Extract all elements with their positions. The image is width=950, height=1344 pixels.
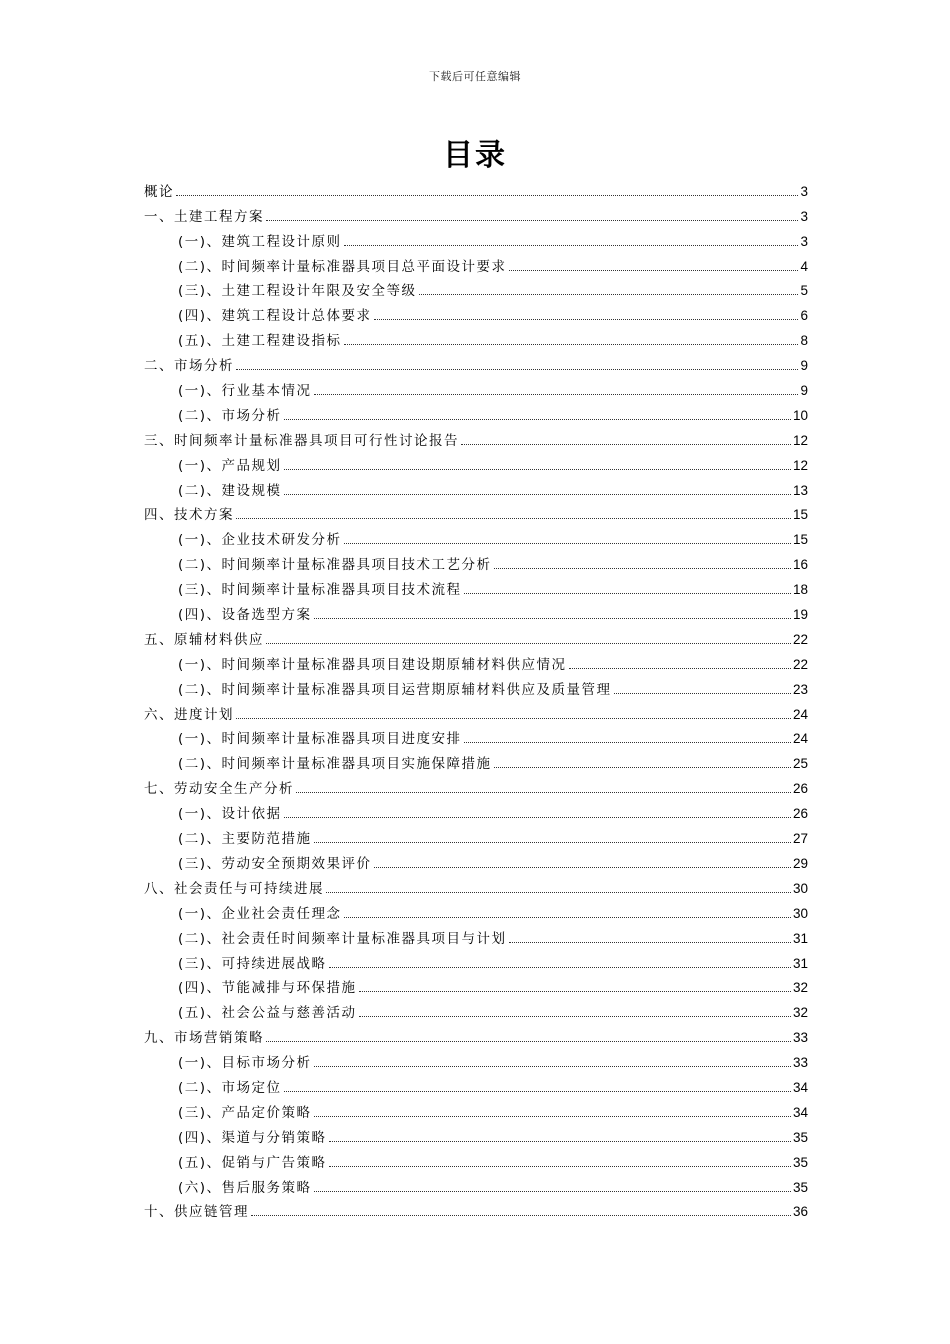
toc-dot-leader <box>236 518 791 519</box>
toc-entry-label: (一)、产品规划 <box>178 457 282 474</box>
toc-entry-section[interactable] <box>144 226 808 251</box>
toc-entry-label: (二)、时间频率计量标准器具项目运营期原辅材料供应及质量管理 <box>178 681 612 698</box>
toc-entry-label: (一)、行业基本情况 <box>178 383 312 400</box>
toc-dot-leader <box>314 1066 791 1067</box>
toc-entry-label: (二)、建设规模 <box>178 482 282 499</box>
toc-dot-leader <box>494 568 791 569</box>
toc-entry-section[interactable] <box>144 997 808 1022</box>
toc-entry-label: 三、时间频率计量标准器具项目可行性讨论报告 <box>144 432 459 449</box>
toc-page-number: 35 <box>792 1154 808 1170</box>
toc-entry-chapter[interactable] <box>144 350 808 375</box>
toc-dot-leader <box>236 369 798 370</box>
toc-dot-leader <box>509 270 799 271</box>
toc-entry-section[interactable] <box>144 300 808 325</box>
toc-entry-label: (二)、社会责任时间频率计量标准器具项目与计划 <box>178 930 507 947</box>
toc-dot-leader <box>569 668 791 669</box>
toc-entry-label: (二)、时间频率计量标准器具项目技术工艺分析 <box>178 557 492 574</box>
toc-entry-label: (四)、渠道与分销策略 <box>178 1129 327 1146</box>
toc-page-number: 24 <box>792 706 808 722</box>
toc-dot-leader <box>284 817 791 818</box>
toc-page-number: 3 <box>800 233 808 249</box>
toc-page-number: 6 <box>800 308 808 324</box>
toc-entry-label: (一)、企业技术研发分析 <box>178 532 342 549</box>
toc-entry-section[interactable] <box>144 574 808 599</box>
toc-entry-chapter[interactable] <box>144 500 808 525</box>
toc-entry-chapter[interactable] <box>144 201 808 226</box>
toc-page-number: 10 <box>792 407 808 423</box>
toc-entry-section[interactable] <box>144 1172 808 1197</box>
toc-entry-section[interactable] <box>144 973 808 998</box>
toc-dot-leader <box>329 967 791 968</box>
toc-dot-leader <box>494 767 791 768</box>
toc-dot-leader <box>314 618 791 619</box>
toc-dot-leader <box>359 1016 791 1017</box>
toc-dot-leader <box>251 1215 791 1216</box>
toc-page-number: 18 <box>792 582 808 598</box>
toc-entry-label: (一)、目标市场分析 <box>178 1055 312 1072</box>
toc-dot-leader <box>314 1191 791 1192</box>
toc-entry-section[interactable] <box>144 276 808 301</box>
toc-page-number: 35 <box>792 1179 808 1195</box>
toc-page-number: 8 <box>800 333 808 349</box>
toc-entry-label: (四)、设备选型方案 <box>178 607 312 624</box>
toc-entry-label: 七、劳动安全生产分析 <box>144 781 294 798</box>
toc-entry-section[interactable] <box>144 325 808 350</box>
toc-entry-label: (三)、时间频率计量标准器具项目技术流程 <box>178 582 462 599</box>
toc-dot-leader <box>359 991 791 992</box>
toc-dot-leader <box>314 394 799 395</box>
toc-entry-label: (二)、市场分析 <box>178 407 282 424</box>
toc-entry-section[interactable] <box>144 898 808 923</box>
toc-page-number: 19 <box>792 607 808 623</box>
toc-page-number: 22 <box>792 656 808 672</box>
toc-page-number: 33 <box>792 1055 808 1071</box>
toc-dot-leader <box>509 942 791 943</box>
toc-title: 目录 <box>443 138 507 173</box>
toc-entry-label: 二、市场分析 <box>144 358 234 375</box>
toc-entry-section[interactable] <box>144 923 808 948</box>
toc-entry-chapter[interactable] <box>144 1022 808 1047</box>
toc-entry-label: 四、技术方案 <box>144 507 234 524</box>
toc-entry-label: (一)、设计依据 <box>178 806 282 823</box>
toc-entry-section[interactable] <box>144 450 808 475</box>
toc-dot-leader <box>329 1166 791 1167</box>
toc-dot-leader <box>614 693 791 694</box>
header-note: 下载后可任意编辑 <box>429 70 521 83</box>
toc-page-number: 32 <box>792 980 808 996</box>
toc-entry-label: (二)、市场定位 <box>178 1079 282 1096</box>
toc-dot-leader <box>314 842 791 843</box>
toc-entry-section[interactable] <box>144 400 808 425</box>
toc-entry-section[interactable] <box>144 823 808 848</box>
toc-dot-leader <box>314 1116 791 1117</box>
toc-page-number: 22 <box>792 631 808 647</box>
toc-page-number: 27 <box>792 831 808 847</box>
toc-page-number: 12 <box>792 457 808 473</box>
toc-dot-leader <box>284 494 791 495</box>
toc-entry-label: (一)、时间频率计量标准器具项目进度安排 <box>178 731 462 748</box>
toc-entry-label: (六)、售后服务策略 <box>178 1179 312 1196</box>
toc-entry-section[interactable] <box>144 1147 808 1172</box>
toc-dot-leader <box>344 917 791 918</box>
toc-entry-section[interactable] <box>144 1072 808 1097</box>
toc-entry-chapter[interactable] <box>144 699 808 724</box>
toc-entry-section[interactable] <box>144 524 808 549</box>
toc-page-number: 30 <box>792 880 808 896</box>
toc-page-number: 23 <box>792 681 808 697</box>
toc-entry-label: (一)、时间频率计量标准器具项目建设期原辅材料供应情况 <box>178 656 567 673</box>
toc-dot-leader <box>176 195 798 196</box>
toc-entry-chapter[interactable] <box>144 773 808 798</box>
toc-entry-section[interactable] <box>144 375 808 400</box>
toc-entry-label: (二)、时间频率计量标准器具项目实施保障措施 <box>178 756 492 773</box>
toc-page-number: 26 <box>792 806 808 822</box>
toc-entry-section[interactable] <box>144 724 808 749</box>
toc-entry-section[interactable] <box>144 475 808 500</box>
toc-page-number: 29 <box>792 855 808 871</box>
toc-dot-leader <box>284 419 791 420</box>
toc-page-number: 34 <box>792 1079 808 1095</box>
toc-entry-label: 六、进度计划 <box>144 706 234 723</box>
toc-page-number: 12 <box>792 432 808 448</box>
toc-entry-label: 一、土建工程方案 <box>144 208 264 225</box>
toc-page-number: 9 <box>800 358 808 374</box>
toc-page-number: 4 <box>800 258 808 274</box>
toc-page-number: 25 <box>792 756 808 772</box>
toc-dot-leader <box>419 294 799 295</box>
toc-entry-chapter[interactable] <box>144 624 808 649</box>
toc-entry-section[interactable] <box>144 549 808 574</box>
toc-dot-leader <box>461 444 791 445</box>
toc-page-number: 31 <box>792 930 808 946</box>
toc-page-number: 26 <box>792 781 808 797</box>
toc-entry-label: 十、供应链管理 <box>144 1204 249 1221</box>
toc-dot-leader <box>284 1091 791 1092</box>
toc-entry-label: 九、市场营销策略 <box>144 1030 264 1047</box>
toc-entry-section[interactable] <box>144 798 808 823</box>
toc-page-number: 34 <box>792 1104 808 1120</box>
toc-entry-label: 八、社会责任与可持续进展 <box>144 880 324 897</box>
toc-page-number: 36 <box>792 1204 808 1220</box>
toc-dot-leader <box>326 892 791 893</box>
toc-page-number: 35 <box>792 1129 808 1145</box>
toc-page-number: 31 <box>792 955 808 971</box>
toc-dot-leader <box>464 593 791 594</box>
toc-entry-section[interactable] <box>144 748 808 773</box>
toc-entry-section[interactable] <box>144 1097 808 1122</box>
toc-entry-chapter[interactable] <box>144 873 808 898</box>
toc-page-number: 9 <box>800 383 808 399</box>
toc-page-number: 15 <box>792 507 808 523</box>
toc-entry-label: (五)、促销与广告策略 <box>178 1154 327 1171</box>
toc-dot-leader <box>344 543 791 544</box>
toc-page-number: 3 <box>800 208 808 224</box>
toc-entry-label: 概论 <box>144 183 174 200</box>
toc-entry-chapter[interactable] <box>144 176 808 201</box>
toc-entry-section[interactable] <box>144 1047 808 1072</box>
toc-dot-leader <box>266 220 798 221</box>
toc-entry-section[interactable] <box>144 599 808 624</box>
toc-dot-leader <box>266 643 791 644</box>
toc-dot-leader <box>344 245 799 246</box>
toc-entry-label: (二)、时间频率计量标准器具项目总平面设计要求 <box>178 258 507 275</box>
toc-entry-label: (五)、社会公益与慈善活动 <box>178 1005 357 1022</box>
toc-page-number: 13 <box>792 482 808 498</box>
toc-entry-label: (三)、土建工程设计年限及安全等级 <box>178 283 417 300</box>
toc-entry-label: (二)、主要防范措施 <box>178 831 312 848</box>
toc-entry-label: (一)、建筑工程设计原则 <box>178 233 342 250</box>
toc-entry-chapter[interactable] <box>144 1197 808 1222</box>
toc-entry-label: (三)、产品定价策略 <box>178 1104 312 1121</box>
toc-page-number: 3 <box>800 183 808 199</box>
toc-list <box>144 176 808 1221</box>
toc-entry-label: (三)、劳动安全预期效果评价 <box>178 855 372 872</box>
toc-entry-label: (五)、土建工程建设指标 <box>178 333 342 350</box>
toc-dot-leader <box>284 469 791 470</box>
toc-entry-section[interactable] <box>144 848 808 873</box>
toc-page-number: 30 <box>792 905 808 921</box>
toc-entry-label: 五、原辅材料供应 <box>144 631 264 648</box>
toc-page-number: 15 <box>792 532 808 548</box>
toc-dot-leader <box>374 867 791 868</box>
toc-page-number: 16 <box>792 557 808 573</box>
toc-entry-section[interactable] <box>144 1122 808 1147</box>
toc-dot-leader <box>236 718 791 719</box>
toc-dot-leader <box>329 1141 791 1142</box>
toc-entry-section[interactable] <box>144 251 808 276</box>
toc-entry-chapter[interactable] <box>144 425 808 450</box>
toc-entry-section[interactable] <box>144 674 808 699</box>
toc-entry-label: (四)、建筑工程设计总体要求 <box>178 308 372 325</box>
toc-page-number: 32 <box>792 1005 808 1021</box>
toc-dot-leader <box>296 792 791 793</box>
toc-entry-section[interactable] <box>144 649 808 674</box>
toc-page-number: 33 <box>792 1030 808 1046</box>
toc-dot-leader <box>344 344 799 345</box>
toc-entry-label: (四)、节能减排与环保措施 <box>178 980 357 997</box>
toc-entry-label: (三)、可持续进展战略 <box>178 955 327 972</box>
toc-dot-leader <box>464 742 791 743</box>
toc-entry-label: (一)、企业社会责任理念 <box>178 905 342 922</box>
toc-dot-leader <box>266 1041 791 1042</box>
toc-page-number: 5 <box>800 283 808 299</box>
toc-page-number: 24 <box>792 731 808 747</box>
toc-dot-leader <box>374 319 799 320</box>
toc-entry-section[interactable] <box>144 948 808 973</box>
